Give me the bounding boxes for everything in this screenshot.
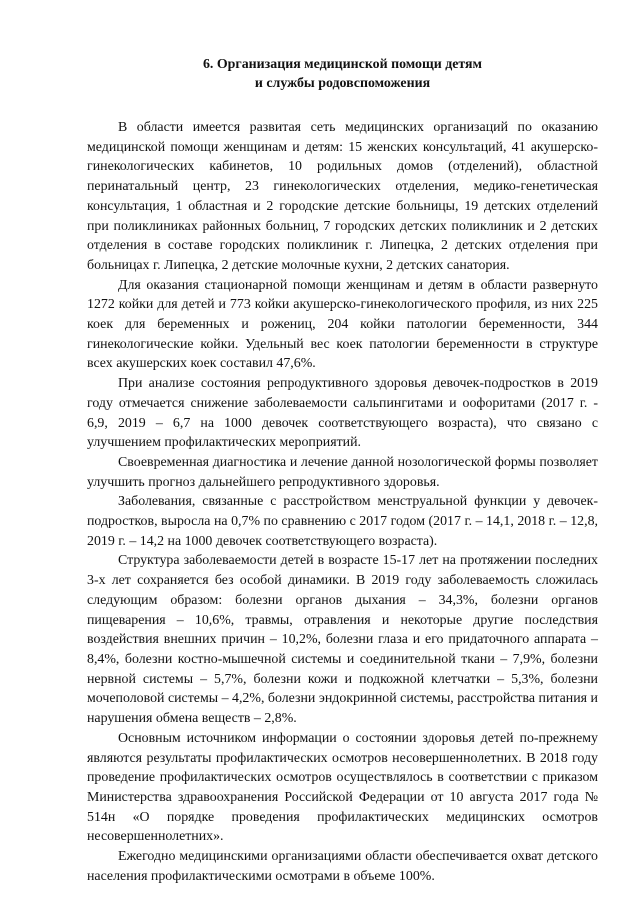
paragraph-diagnostics: Своевременная диагностика и лечение данной нозологической формы позволяет улучшить прогноз дальнейшего репродуктивного здоровья. <box>87 454 598 490</box>
section-title-line-2: и службы родовспоможения <box>254 76 431 91</box>
paragraph-morbidity-structure: Структура заболеваемости детей в возрасте 15-17 лет на протяжении последних 3-х лет сохраняется без особой динамики. В 2019 году заболеваемость сложилась следующим образом: болезни органов дыхания – 34,3%, болезни органов пищеварения – 10,6%, травмы, отравления и некоторые другие последствия воздействия внешних причин – 10,2%, болезни глаза и его придаточного аппарата – 8,4%, болезни костно-мышечной системы и соединительной ткани – 7,9%, болезни нервной системы – 5,7%, болезни кожи и подкожной клетчатки – 5,3%, болезни мочеполовой системы – 4,2%, болезни эндокринной системы, расстройства питания и нарушения обмена веществ – 2,8%. <box>87 553 598 727</box>
section-title <box>87 55 598 93</box>
paragraph-preventive-exams: Основным источником информации о состоянии здоровья детей по-прежнему являются результаты профилактических осмотров несовершеннолетних. В 2018 году проведение профилактических осмотров осуществлялось в соответствии с приказом Министерства здравоохранения Российской Федерации от 10 августа 2017 года № 514н «О порядке проведения профилактических медицинских осмотров несовершеннолетних». <box>87 730 598 845</box>
paragraph-exam-coverage: Ежегодно медицинскими организациями области обеспечивается охват детского населения профилактическими осмотрами в объеме 100%. <box>87 849 598 884</box>
section-title-line-1: 6. Организация медицинской помощи детям <box>202 57 482 72</box>
paragraph-menstrual-disorders: Заболевания, связанные с расстройством менструальной функции у девочек-подростков, выросла на 0,7% по сравнению с 2017 годом (2017 г. – 14,1, 2018 г. – 12,8, 2019 г. – 14,2 на 1000 девочек соответствующего возраста). <box>87 494 598 549</box>
paragraph-reproductive-health: При анализе состояния репродуктивного здоровья девочек-подростков в 2019 году отмечается снижение заболеваемости сальпингитами и оофоритами (2017 г. - 6,9, 2019 – 6,7 на 1000 девочек соответствующего возраста), что связано с улучшением профилактических мероприятий. <box>87 376 598 451</box>
paragraph-hospital-beds: Для оказания стационарной помощи женщинам и детям в области развернуто 1272 койки для детей и 773 койки акушерско-гинекологического профиля, из них 225 коек для беременных и рожениц, 204 койки патологии беременности, 344 гинекологические койки. Удельный вес коек патологии беременности в структуре всех акушерских коек составил 47,6%. <box>87 277 598 372</box>
paragraph-medical-network: В области имеется развитая сеть медицинских организаций по оказанию медицинской помощи женщинам и детям: 15 женских консультаций, 41 акушерско-гинекологических кабинетов, 10 родильных домов (отделений), областной перинатальный центр, 23 гинекологических отделения, медико-генетическая консультация, 1 областная и 2 городские детские больницы, 19 детских отделений при поликлиниках районных больниц, 7 городских детских поликлиник и 2 детских отделения в составе городских поликлиник г. Липецка, 2 детских отделения при больницах г. Липецка, 2 детские молочные кухни, 2 детских санатория. <box>87 120 598 273</box>
document-page <box>87 55 598 886</box>
